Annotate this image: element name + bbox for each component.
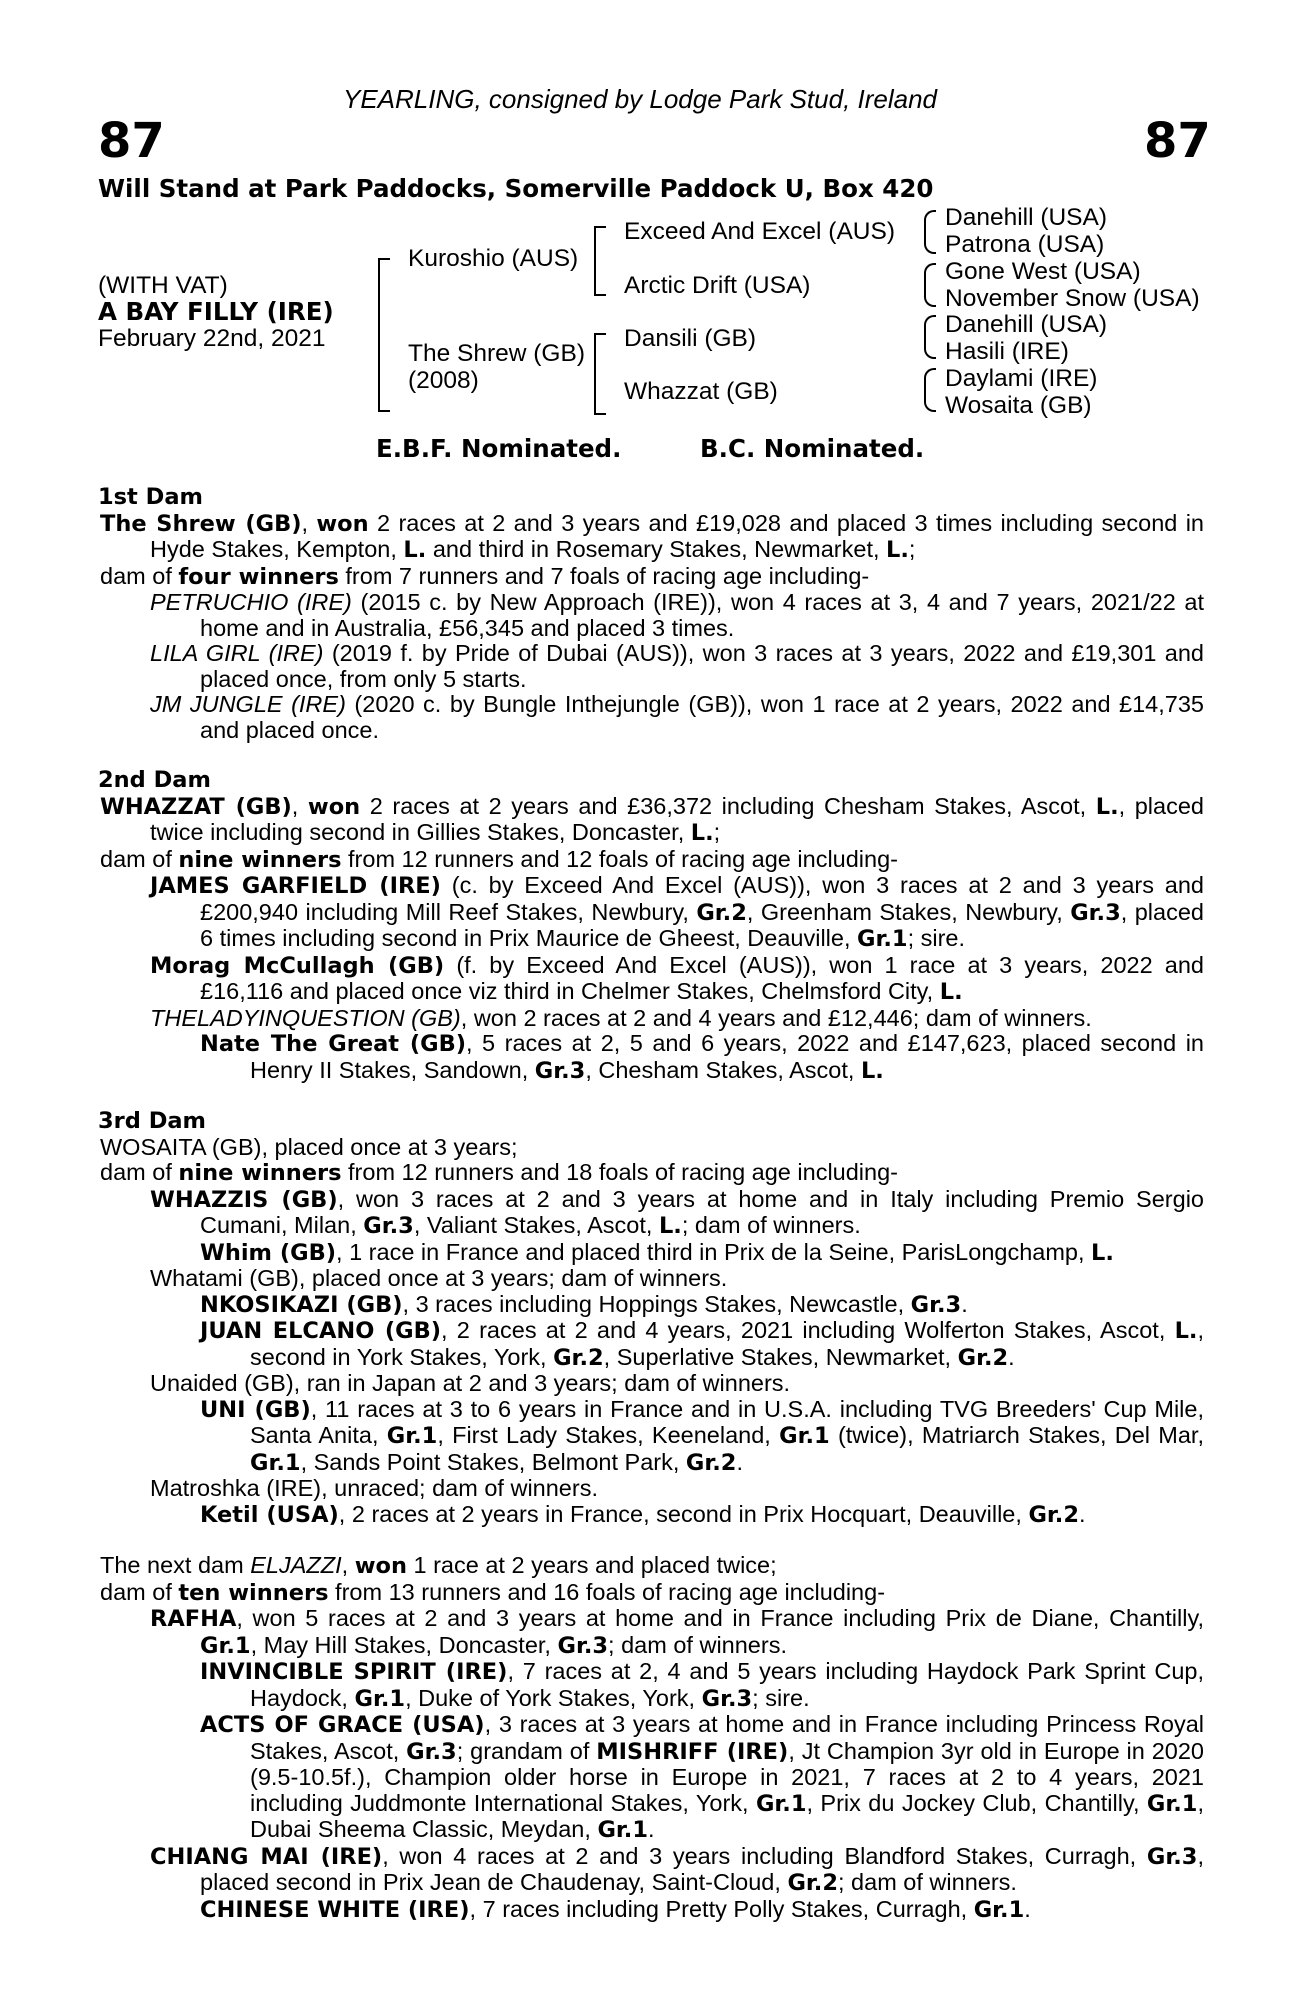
bold-text: L.: [1174, 1318, 1198, 1344]
text: , Chesham Stakes, Ascot,: [585, 1056, 861, 1083]
pedigree-bracket-sd: [924, 263, 936, 307]
bold-text: nine winners: [178, 1160, 342, 1186]
family-entry: [150, 1265, 1204, 1292]
section-title: 3rd Dam: [98, 1108, 206, 1134]
bold-text: Gr.1: [857, 926, 908, 952]
bold-text: L.: [658, 1213, 682, 1239]
text: WOSAITA (GB), placed once at 3 years;: [100, 1133, 518, 1160]
text: , 2 races at 2 and 4 years, 2021 including Wolferton Stakes, Ascot,: [441, 1317, 1175, 1343]
bold-text: Gr.1: [755, 1790, 807, 1817]
family-entry: [150, 872, 1204, 953]
section-title: 1st Dam: [98, 484, 203, 510]
bold-text: Gr.2: [553, 1344, 604, 1371]
bold-text: L.: [939, 979, 963, 1005]
bold-text: JUAN ELCANO (GB): [200, 1318, 442, 1344]
text: ; sire.: [907, 925, 966, 951]
family-entry: [150, 1370, 1204, 1397]
pedigree-bracket-main: [378, 258, 390, 412]
family-entry: [150, 691, 1204, 743]
family-entry: [200, 1711, 1204, 1844]
bold-text: MISHRIFF (IRE): [596, 1738, 789, 1765]
family-entry: [200, 1238, 1204, 1267]
text: 2 races at 2 and 3 years and £19,028 and placed 3 times including second in Hyde Stakes, Kempton,: [150, 509, 1204, 562]
pedigree-g3-2: Patrona (USA): [945, 231, 1105, 258]
text: , won 2 races at 2 and 4 years and £12,446; dam of winners.: [460, 1004, 1092, 1031]
bold-text: Gr.1: [354, 1685, 406, 1712]
bold-text: Gr.3: [1146, 1843, 1198, 1870]
bold-text: L.: [1095, 793, 1119, 820]
bold-text: Gr.1: [250, 1449, 301, 1476]
text: from 12 runners and 12 foals of racing age including-: [341, 845, 898, 872]
text: ; dam of winners.: [608, 1631, 787, 1658]
text: , 7 races at 2, 4 and 5 years including Haydock Park Sprint Cup, Haydock,: [250, 1658, 1204, 1711]
family-entry: [100, 509, 1204, 564]
family-entry: [100, 562, 1204, 591]
family-entry: [100, 1133, 1204, 1161]
section-title: 2nd Dam: [98, 767, 211, 793]
bold-text: Whim (GB): [200, 1239, 337, 1266]
pedigree-g3-3: Gone West (USA): [945, 258, 1141, 285]
bold-text: L.: [860, 1057, 884, 1084]
bold-text: won: [354, 1553, 407, 1579]
family-entry: [200, 1317, 1205, 1371]
text: ; dam of winners.: [681, 1212, 861, 1238]
text: ; sire.: [752, 1684, 810, 1711]
text: ;: [713, 819, 721, 845]
bold-text: Gr.2: [696, 899, 747, 926]
bold-text: Gr.1: [1146, 1790, 1198, 1817]
bold-text: Gr.1: [386, 1423, 438, 1449]
bold-text: Gr.2: [685, 1449, 737, 1476]
text: (c. by Exceed And Excel (AUS)), won 3 races at 2 and 3 years and £200,940 including Mill Reef Stakes, Newbury,: [200, 872, 1204, 925]
pedigree-g3-7: Daylami (IRE): [945, 365, 1098, 392]
family-entry: [150, 589, 1205, 641]
pedigree-g3-6: Hasili (IRE): [945, 338, 1069, 365]
text: , 7 races including Pretty Polly Stakes, Curragh,: [469, 1895, 974, 1922]
text: .: [648, 1816, 655, 1842]
bold-text: Nate The Great (GB): [200, 1031, 467, 1057]
lot-number-right: 87: [1144, 113, 1211, 169]
text: .: [961, 1290, 968, 1317]
text: dam of: [100, 562, 179, 589]
text: The next dam: [100, 1552, 251, 1578]
ebf-nomination: E.B.F. Nominated.: [376, 434, 622, 463]
pedigree-dam-year: (2008): [408, 367, 479, 394]
foaling-date: February 22nd, 2021: [98, 325, 326, 352]
pedigree-sire: Kuroshio (AUS): [408, 245, 579, 272]
text: Whatami (GB), placed once at 3 years; dam of winners.: [150, 1265, 728, 1291]
pedigree-sire-sire: Exceed And Excel (AUS): [624, 218, 895, 245]
pedigree-bracket-ds: [924, 315, 936, 359]
family-entry: [200, 1395, 1204, 1477]
stand-location: Will Stand at Park Paddocks, Somerville Paddock U, Box 420: [98, 174, 934, 203]
italic-text: LILA GIRL (IRE): [150, 640, 324, 666]
bold-text: Gr.1: [200, 1632, 251, 1659]
bold-text: NKOSIKAZI (GB): [200, 1291, 403, 1318]
bold-text: Gr.2: [787, 1870, 838, 1896]
pedigree-g3-1: Danehill (USA): [945, 204, 1108, 231]
text: , 11 races at 3 to 6 years in France and in U.S.A. including TVG Breeders' Cup Mile, Santa Anita,: [250, 1395, 1204, 1448]
lot-number-left: 87: [98, 113, 165, 169]
text: , 1 race in France and placed third in Prix de la Seine, ParisLongchamp,: [336, 1238, 1092, 1265]
bold-text: Ketil (USA): [200, 1501, 339, 1528]
bold-text: ten winners: [178, 1579, 329, 1606]
bold-text: UNI (GB): [200, 1396, 311, 1423]
bold-text: INVINCIBLE SPIRIT (IRE): [200, 1659, 508, 1685]
text: , won 3 races at 2 and 3 years at home and in Italy including Premio Sergio Cumani, Milan,: [200, 1185, 1204, 1238]
italic-text: PETRUCHIO (IRE): [150, 589, 352, 615]
text: (2015 c. by New Approach (IRE)), won 4 races at 3, 4 and 7 years, 2021/22 at home and in Australia, £56,345 and placed 3 times.: [200, 589, 1205, 641]
italic-text: JM JUNGLE (IRE): [150, 691, 346, 717]
italic-text: THELADYINQUESTION (GB): [150, 1004, 461, 1031]
bold-text: won: [316, 510, 369, 537]
bold-text: JAMES GARFIELD (IRE): [150, 873, 441, 899]
text: , 2 races at 2 years in France, second in Prix Hocquart, Deauville,: [338, 1500, 1029, 1527]
family-entry: [200, 1895, 1204, 1924]
text: 1 race at 2 years and placed twice;: [406, 1552, 777, 1578]
text: (twice), Matriarch Stakes, Del Mar,: [829, 1422, 1204, 1448]
text: (f. by Exceed And Excel (AUS)), won 1 race at 3 years, 2022 and £16,116 and placed once viz third in Chelmer Stakes, Chelmsford City,: [200, 951, 1204, 1004]
text: , 3 races at 3 years at home and in France including Princess Royal Stakes, Ascot,: [250, 1711, 1204, 1764]
bold-text: L.: [1091, 1239, 1114, 1266]
bold-text: nine winners: [178, 846, 342, 873]
text: dam of: [100, 1159, 179, 1185]
bold-text: Gr.3: [557, 1632, 609, 1659]
text: ,: [341, 1552, 355, 1578]
pedigree-sire-dam: Arctic Drift (USA): [624, 272, 811, 299]
bold-text: Gr.3: [406, 1738, 457, 1765]
bold-text: Gr.2: [1028, 1501, 1079, 1528]
text: , second in York Stakes, York,: [250, 1317, 1205, 1370]
family-entry: [200, 1030, 1204, 1084]
family-entry: [200, 1500, 1204, 1529]
text: ;: [908, 536, 916, 562]
text: , Prix du Jockey Club, Chantilly,: [806, 1789, 1147, 1816]
text: 2 races at 2 years and £36,372 including Chesham Stakes, Ascot,: [360, 792, 1096, 819]
bold-text: RAFHA: [150, 1606, 237, 1632]
bold-text: WHAZZAT (GB): [100, 793, 292, 820]
family-entry: [150, 1185, 1204, 1240]
dam-family-notes: [0, 485, 1314, 1923]
bold-text: Gr.3: [910, 1291, 962, 1318]
pedigree-dam-dam: Whazzat (GB): [624, 378, 778, 405]
vat-label: (WITH VAT): [98, 272, 228, 299]
bold-text: The Shrew (GB): [100, 510, 302, 537]
text: , 5 races at 2, 5 and 6 years, 2022 and £147,623, placed second in Henry II Stakes, Sandown,: [250, 1030, 1204, 1083]
pedigree-g3-5: Danehill (USA): [945, 311, 1108, 338]
pedigree-bracket-sire: [594, 226, 606, 296]
text: from 7 runners and 7 foals of racing age including-: [338, 562, 870, 589]
text: , Sands Point Stakes, Belmont Park,: [300, 1448, 686, 1475]
text: , Jt Champion 3yr old in Europe in 2020 (9.5-10.5f.), Champion older horse in Europe in 2021, 7 races at 2 to 4 years, 2021 including Juddmonte International Stakes, York,: [250, 1737, 1204, 1816]
family-entry: [150, 1605, 1204, 1659]
bold-text: ACTS OF GRACE (USA): [200, 1712, 485, 1738]
text: , 3 races including Hoppings Stakes, Newcastle,: [402, 1290, 911, 1317]
family-entry: [200, 1658, 1204, 1712]
bold-text: WHAZZIS (GB): [150, 1186, 338, 1213]
text: ; dam of winners.: [838, 1869, 1017, 1895]
text: , placed second in Prix Jean de Chaudenay, Saint-Cloud,: [200, 1842, 1204, 1895]
bold-text: Gr.3: [701, 1685, 753, 1712]
text: .: [736, 1448, 743, 1475]
pedigree-g3-4: November Snow (USA): [945, 285, 1200, 312]
text: , Superlative Stakes, Newmarket,: [603, 1343, 958, 1370]
family-entry: [100, 1552, 1204, 1580]
text: .: [1024, 1895, 1031, 1922]
family-entry: [200, 1290, 1204, 1319]
section-gap: [0, 743, 1314, 768]
bold-text: L.: [886, 537, 909, 563]
family-entry: [150, 1004, 1204, 1032]
text: , placed 6 times including second in Prix Maurice de Gheest, Deauville,: [200, 898, 1204, 951]
family-entry: [100, 1159, 1204, 1187]
text: ,: [291, 792, 308, 819]
text: .: [1079, 1500, 1086, 1527]
text: from 13 runners and 16 foals of racing age including-: [328, 1578, 886, 1605]
section-gap: [0, 1528, 1314, 1553]
text: dam of: [100, 1578, 179, 1605]
family-entry: [100, 845, 1204, 874]
bold-text: Gr.1: [597, 1817, 649, 1843]
text: ,: [301, 509, 317, 536]
bold-text: CHINESE WHITE (IRE): [200, 1896, 470, 1923]
text: .: [1008, 1343, 1015, 1370]
text: , Duke of York Stakes, York,: [405, 1684, 702, 1711]
bold-text: Gr.2: [957, 1344, 1009, 1371]
text: ; grandam of: [456, 1737, 597, 1764]
family-entry: [150, 951, 1204, 1006]
bold-text: L.: [690, 820, 714, 846]
bold-text: Gr.1: [779, 1423, 830, 1449]
bold-text: CHIANG MAI (IRE): [150, 1843, 383, 1870]
bc-nomination: B.C. Nominated.: [700, 434, 925, 463]
pedigree-bracket-ss: [924, 210, 936, 254]
text: , won 5 races at 2 and 3 years at home and in France including Prix de Diane, Chantilly,: [236, 1605, 1204, 1631]
text: , First Lady Stakes, Keeneland,: [437, 1422, 780, 1448]
pedigree-dam: The Shrew (GB): [408, 340, 585, 367]
bold-text: Morag McCullagh (GB): [150, 952, 445, 979]
pedigree-bracket-dd: [924, 368, 936, 412]
text: , May Hill Stakes, Doncaster,: [250, 1631, 558, 1658]
text: (2019 f. by Pride of Dubai (AUS)), won 3 races at 3 years, 2022 and £19,301 and placed once, from only 5 starts.: [200, 640, 1204, 692]
pedigree-dam-sire: Dansili (GB): [624, 325, 757, 352]
family-entry: [100, 792, 1204, 847]
text: , placed twice including second in Gillies Stakes, Doncaster,: [150, 792, 1204, 845]
text: , Greenham Stakes, Newbury,: [746, 898, 1071, 925]
bold-text: won: [307, 793, 361, 820]
text: Matroshka (IRE), unraced; dam of winners.: [150, 1475, 598, 1501]
section-gap: [0, 1084, 1314, 1109]
family-entry: [150, 640, 1204, 692]
text: Unaided (GB), ran in Japan at 2 and 3 years; dam of winners.: [150, 1370, 791, 1396]
text: and third in Rosemary Stakes, Newmarket,: [426, 536, 887, 562]
text: from 12 runners and 18 foals of racing age including-: [341, 1159, 898, 1185]
family-entry: [150, 1475, 1204, 1502]
family-entry: [150, 1842, 1204, 1897]
text: , Dubai Sheema Classic, Meydan,: [250, 1789, 1204, 1842]
bold-text: Gr.1: [973, 1896, 1025, 1923]
pedigree-g3-8: Wosaita (GB): [945, 392, 1092, 419]
bold-text: Gr.3: [1070, 899, 1121, 926]
text: (2020 c. by Bungle Inthejungle (GB)), won 1 race at 2 years, 2022 and £14,735 and placed once.: [200, 691, 1204, 743]
text: , Valiant Stakes, Ascot,: [413, 1212, 659, 1238]
bold-text: four winners: [178, 563, 339, 590]
italic-text: ELJAZZI: [250, 1552, 342, 1578]
text: , won 4 races at 2 and 3 years including Blandford Stakes, Curragh,: [382, 1842, 1147, 1869]
pedigree-bracket-dam: [594, 333, 606, 415]
family-entry: [100, 1578, 1204, 1607]
bold-text: L.: [403, 537, 427, 563]
bold-text: Gr.3: [534, 1057, 586, 1084]
horse-name: A BAY FILLY (IRE): [98, 297, 334, 326]
bold-text: Gr.3: [363, 1213, 414, 1239]
consignment-line: YEARLING, consigned by Lodge Park Stud, Ireland: [343, 84, 938, 114]
text: dam of: [100, 845, 179, 872]
